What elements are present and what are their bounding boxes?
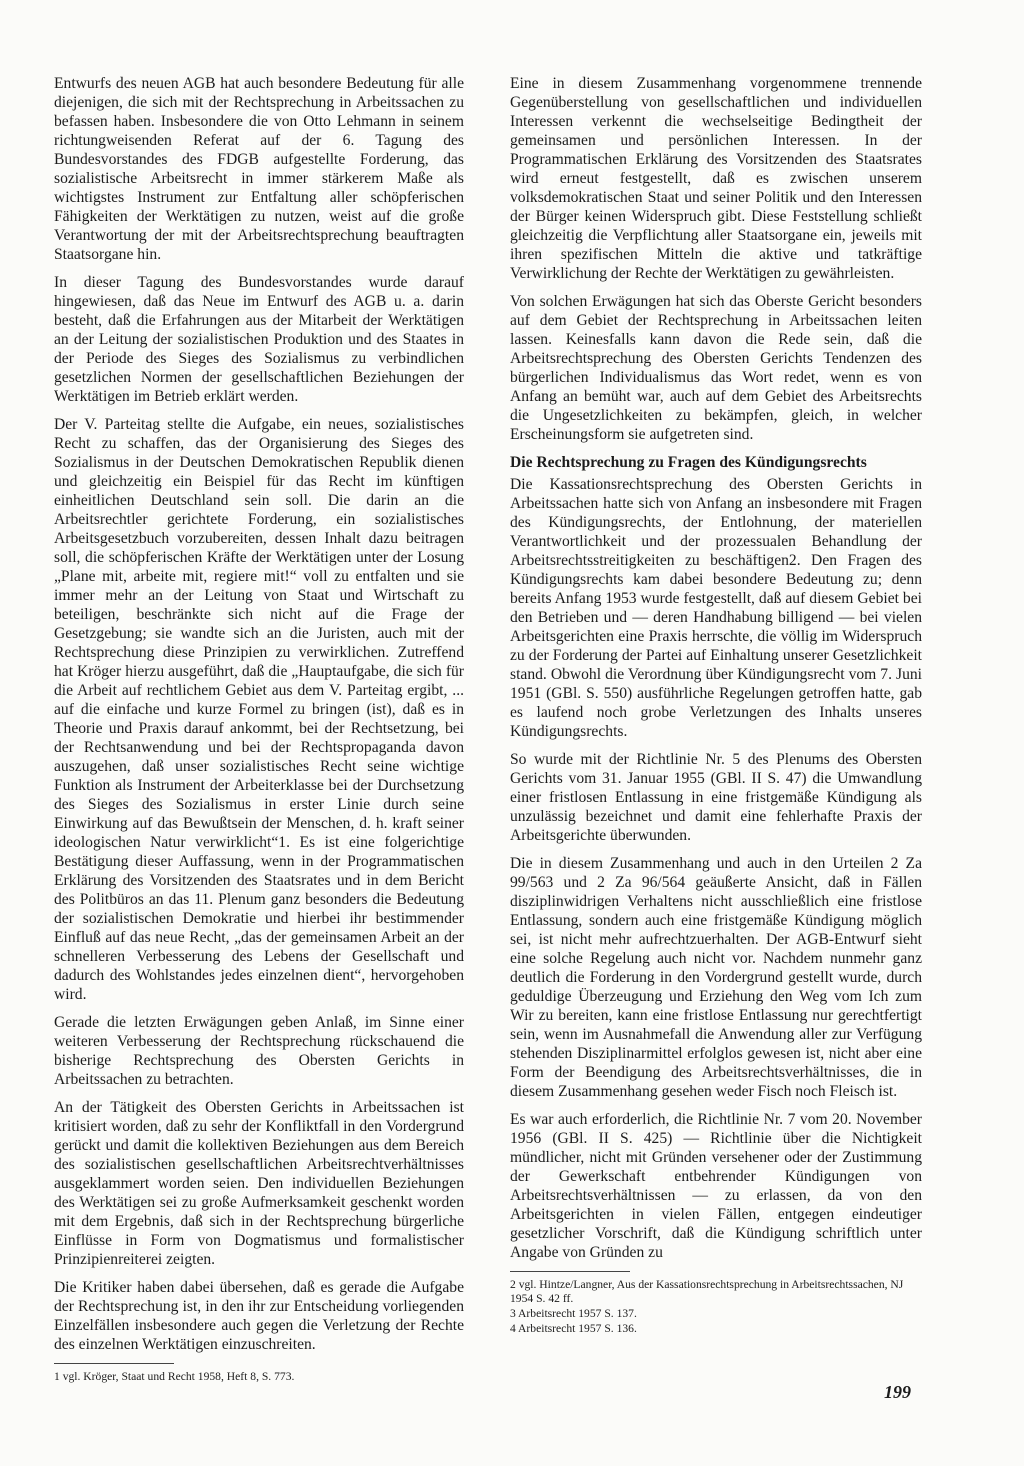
paragraph: In dieser Tagung des Bundesvorstandes wurde darauf hingewiesen, daß das Neue im Entwurf des AGB u. a. darin besteht, daß die Erfahrungen aus der Mitarbeit der Werktätigen an der Leitung der sozialistischen Produktion und des Staates in der Periode des Sieges des Sozialismus zu verbindlichen gesetzlichen Normen der gesellschaftlichen Beziehungen der Werktätigen im Betrieb erklärt werden. [54, 274, 464, 405]
footnote: 4 Arbeitsrecht 1957 S. 136. [510, 1322, 637, 1335]
footnote-divider [510, 1271, 630, 1272]
left-column [54, 74, 464, 1385]
paragraph: Es war auch erforderlich, die Richtlinie Nr. 7 vom 20. November 1956 (GBl. II S. 425) — Richtlinie über die Nichtigkeit mündlicher, nicht mit Gründen versehener oder der Zustimmung der Gewerkschaft entbehrender Kündigungen von Arbeitsrechtsverhältnissen — zu erlassen, da von den Arbeitsgerichten in vielen Fällen, entgegen eindeutiger gesetzlicher Vorschrift, daß die Kündigung schriftlich unter Angabe von Gründen zu [510, 1111, 922, 1261]
paragraph: Entwurfs des neuen AGB hat auch besondere Bedeutung für alle diejenigen, die sich mit der Rechtsprechung in Arbeitssachen zu befassen haben. Insbesondere die von Otto Lehmann in seinem richtungweisenden Referat auf der 6. Tagung des Bundesvorstandes des FDGB aufgestellte Forderung, das sozialistische Arbeitsrecht in immer stärkerem Maße als wichtigstes Instrument zur Entfaltung aller schöpferischen Fähigkeiten der Werktätigen zu nutzen, weist auf die große Verantwortung der mit der Arbeitsrechtsprechung beauftragten Staatsorgane hin. [54, 75, 464, 263]
footnote-divider [54, 1363, 174, 1364]
page-number: 199 [884, 1382, 911, 1402]
paragraph: So wurde mit der Richtlinie Nr. 5 des Plenums des Obersten Gerichts vom 31. Januar 1955 (GBl. II S. 47) die Umwandlung einer fristlosen Entlassung in eine fristgemäße Kündigung als unzulässig bezeichnet und damit eine fehlerhafte Praxis der Arbeitsgerichte überwunden. [510, 751, 922, 844]
paragraph: Von solchen Erwägungen hat sich das Oberste Gericht besonders auf dem Gebiet der Rechtsprechung in Arbeitssachen leiten lassen. Keinesfalls kann davon die Rede sein, daß die Arbeitsrechtsprechung des Obersten Gerichts Tendenzen des bürgerlichen Individualismus das Wort redet, wenn es von Anfang an bemüht war, auch auf dem Gebiet des Arbeitsrechts die Ungesetzlichkeiten zu bekämpfen, gleich, in welcher Erscheinungsform sie aufgetreten sind. [510, 293, 922, 443]
paragraph: Die Kritiker haben dabei übersehen, daß es gerade die Aufgabe der Rechtsprechung ist, in den ihr zur Entscheidung vorliegenden Einzelfällen insbesondere auch gegen die Verletzung der Rechte des einzelnen Werktätigen einzuschreiten. [54, 1279, 464, 1353]
right-column [510, 74, 922, 1337]
footnote: 3 Arbeitsrecht 1957 S. 137. [510, 1307, 637, 1320]
paragraph: Die in diesem Zusammenhang und auch in den Urteilen 2 Za 99/563 und 2 Za 96/564 geäußerte Ansicht, daß in Fällen disziplinwidrigen Verhaltens nicht ausschließlich eine fristlose Entlassung, sondern auch eine fristgemäße Kündigung möglich sei, ist nicht mehr aufrechtzuerhalten. Der AGB-Entwurf sieht eine solche Regelung auch nicht vor. Nachdem nunmehr ganz deutlich die Forderung in den Vordergrund gestellt wurde, durch geduldige Überzeugung und Erziehung den Weg vom Ich zum Wir zu bereiten, kann eine fristlose Entlassung nur gerechtfertigt sein, wenn im Ausnahmefall die Anwendung aller zur Verfügung stehenden Disziplinarmittel erfolglos gewesen ist, nicht aber eine Form der Beendigung des Arbeitsrechtsverhältnisses, die in diesem Zusammenhang gesehen weder Fisch noch Fleisch ist. [510, 855, 922, 1100]
paragraph: Eine in diesem Zusammenhang vorgenommene trennende Gegenüberstellung von gesellschaftlichen und individuellen Interessen verkennt die wechselseitige Bedingtheit der gemeinsamen und persönlichen Interessen. In der Programmatischen Erklärung des Vorsitzenden des Staatsrates wird erneut festgestellt, daß es zwischen unserem volksdemokratischen Staat und seiner Politik und den Interessen der Bürger keinen Widerspruch gibt. Diese Feststellung schließt gleichzeitig die Verpflichtung aller Staatsorgane ein, jeweils mit ihren spezifischen Mitteln die aktive und tatkräftige Verwirklichung der Rechte der Werktätigen zu gewährleisten. [510, 75, 922, 282]
footnote: 1 vgl. Kröger, Staat und Recht 1958, Heft 8, S. 773. [54, 1370, 295, 1383]
paragraph: An der Tätigkeit des Obersten Gerichts in Arbeitssachen ist kritisiert worden, daß zu sehr der Konfliktfall in den Vordergrund gerückt und damit die kollektiven Beziehungen aus dem Bereich des sozialistischen gesellschaftlichen Arbeitsrechtverhältnisses ausgeklammert worden seien. Den individuellen Beziehungen des Werktätigen sei zu große Aufmerksamkeit geschenkt worden mit dem Ergebnis, daß sich in der Rechtsprechung bürgerliche Einflüsse in Form von Dogmatismus und formalistischer Prinzipienreiterei zeigten. [54, 1099, 464, 1268]
paragraph: Der V. Parteitag stellte die Aufgabe, ein neues, sozialistisches Recht zu schaffen, das der Organisierung des Sieges des Sozialismus in der Deutschen Demokratischen Republik dienen und gleichzeitig ein Beispiel für das Recht im künftigen einheitlichen Deutschland sein soll. Die darin an die Arbeitsrechtler gerichtete Forderung, ein sozialistisches Arbeitsgesetzbuch vorzubereiten, dessen Inhalt dazu beitragen soll, die schöpferischen Kräfte der Werktätigen unter der Losung „Plane mit, arbeite mit, regiere mit!“ voll zu entfalten und sie immer mehr an der Leitung von Staat und Wirtschaft zu beteiligen, beschränkte sich nicht auf die Frage der Gesetzgebung; sie wandte sich an die Juristen, auch mit der Rechtsprechung diese Prinzipien zu verwirklichen. Zutreffend hat Kröger hierzu ausgeführt, daß die „Hauptaufgabe, die sich für die Arbeit auf rechtlichem Gebiet aus dem V. Parteitag ergibt, ... auf die einfache und kurze Formel zu bringen (ist), daß es in Theorie und Praxis darauf ankommt, bei der Rechtsetzung, bei der Rechtsanwendung und bei der Rechtspropaganda davon auszugehen, daß unser sozialistisches Recht seine wichtige Funktion als Instrument der Arbeiterklasse bei der Durchsetzung des Sieges des Sozialismus in erster Linie durch seine Einwirkung auf das Bewußtsein der Menschen, d. h. kraft seiner ideologischen Natur verwirklicht“1. Es ist eine folgerichtige Bestätigung dieser Auffassung, wenn in der Programmatischen Erklärung des Vorsitzenden des Staatsrates und in dem Bericht des Politbüros an das 11. Plenum ganz besonders die Bedeutung der sozialistischen Demokratie und hierbei ihr bestimmender Einfluß auf das neue Recht, „das der gemeinsamen Arbeit an der schnelleren Verbesserung des Lebens der Gesellschaft und dadurch des Wohlstandes jedes einzelnen dient“, hervorgehoben wird. [54, 416, 464, 1003]
footnote: 2 vgl. Hintze/Langner, Aus der Kassationsrechtsprechung in Arbeitsrechtssachen, NJ 1954 S. 42 ff. [510, 1278, 904, 1305]
section-heading: Die Rechtsprechung zu Fragen des Kündigungsrechts [510, 454, 867, 471]
paragraph: Die Kassationsrechtsprechung des Obersten Gerichts in Arbeitssachen hatte sich von Anfang an insbesondere mit Fragen des Kündigungsrechts, der Entlohnung, der materiellen Verantwortlichkeit und der prozessualen Behandlung der Arbeitsrechtsstreitigkeiten zu beschäftigen2. Den Fragen des Kündigungsrechts kam dabei besondere Bedeutung zu; denn bereits Anfang 1953 wurde festgestellt, daß auf diesem Gebiet bei den Betrieben und — deren Handhabung billigend — bei vielen Arbeitsgerichten eine Praxis herrschte, die völlig im Widerspruch zu der Forderung der Partei auf Einhaltung unserer Gesetzlichkeit stand. Obwohl die Verordnung über Kündigungsrecht vom 7. Juni 1951 (GBl. S. 550) ausführliche Regelungen getroffen hatte, gab es laufend noch grobe Verletzungen des Inhalts unseres Kündigungsrechts. [510, 476, 922, 740]
paragraph: Gerade die letzten Erwägungen geben Anlaß, im Sinne einer weiteren Verbesserung der Rechtsprechung rückschauend die bisherige Rechtsprechung des Obersten Gerichts in Arbeitssachen zu betrachten. [54, 1014, 464, 1088]
